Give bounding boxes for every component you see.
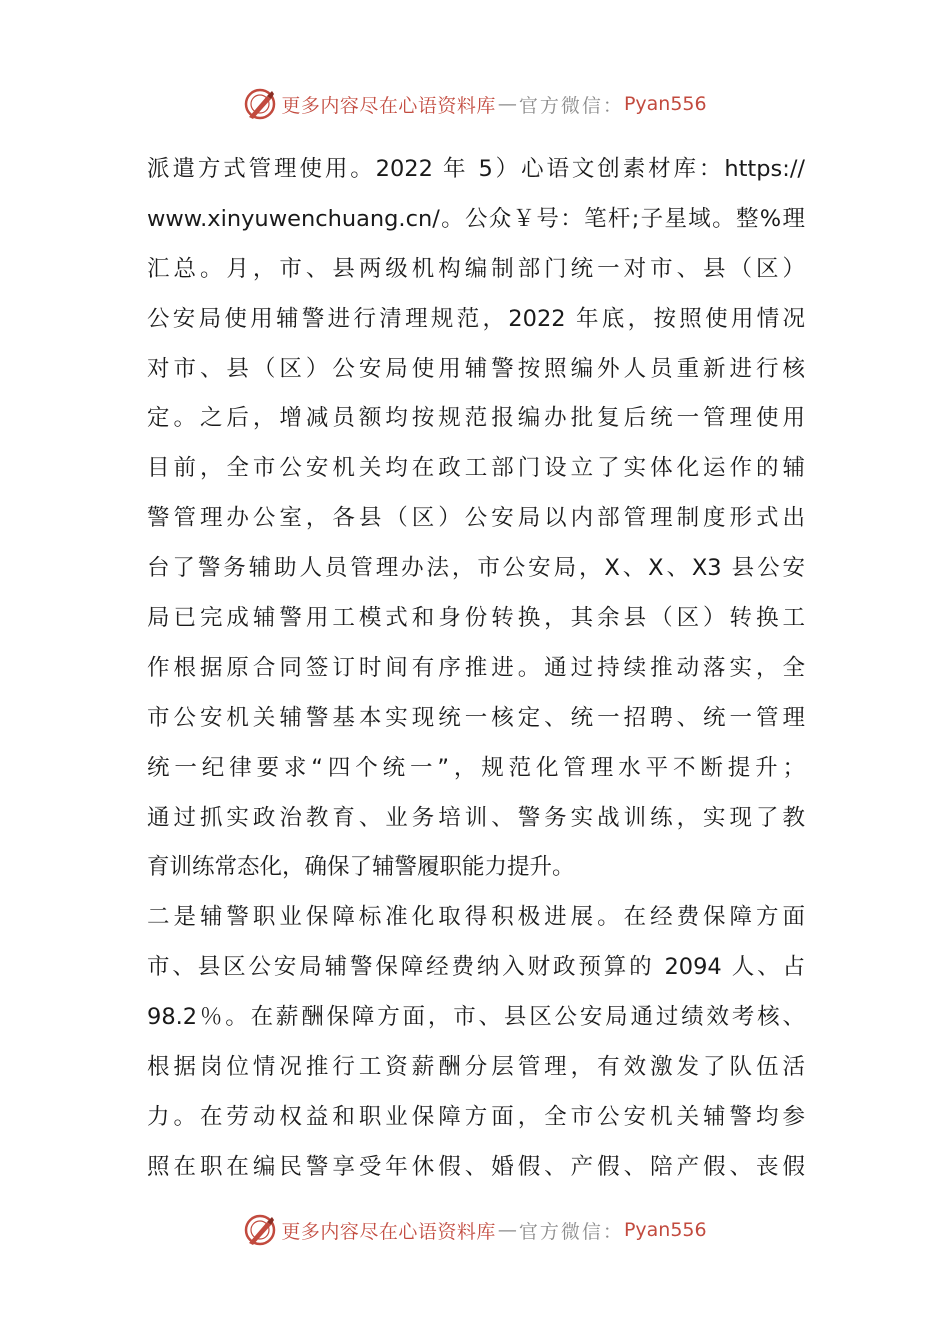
body-line: 力。在劳动权益和职业保障方面，全市公安机关辅警均参 xyxy=(147,1103,805,1130)
watermark-separator: — xyxy=(497,93,517,115)
body-line: 作根据原合同签订时间有序推进。通过持续推动落实，全 xyxy=(147,654,805,681)
body-line: 育训练常态化，确保了辅警履职能力提升。 xyxy=(147,854,575,881)
body-line: 通过抓实政治教育、业务培训、警务实战训练，实现了教 xyxy=(147,804,805,831)
body-line: www.xinyuwenchuang.cn/。公众￥号：笔杆;子星域。整%理 xyxy=(147,205,805,232)
header-watermark xyxy=(0,84,950,124)
body-line: 警管理办公室，各县（区）公安局以内部管理制度形式出 xyxy=(147,505,805,532)
body-line: 98.2％。在薪酬保障方面，市、县区公安局通过绩效考核、 xyxy=(147,1004,805,1031)
watermark-wechat-label: 官方微信： xyxy=(518,94,624,117)
watermark-site-text: 更多内容尽在心语资料库 xyxy=(281,94,496,117)
body-line: 市公安机关辅警基本实现统一核定、统一招聘、统一管理 xyxy=(147,704,805,731)
body-line: 二是辅警职业保障标准化取得积极进展。在经费保障方面 xyxy=(147,904,805,931)
document-body xyxy=(147,145,805,1193)
body-line: 对市、县（区）公安局使用辅警按照编外人员重新进行核 xyxy=(147,355,805,382)
pen-logo-icon xyxy=(243,87,277,121)
body-line: 汇总。月，市、县两级机构编制部门统一对市、县（区） xyxy=(147,255,805,282)
body-line: 台了警务辅助人员管理办法，市公安局，X、X、X3 县公安 xyxy=(147,555,805,582)
watermark-separator: — xyxy=(497,1219,517,1241)
footer-watermark xyxy=(0,1210,950,1250)
body-line: 局已完成辅警用工模式和身份转换，其余县（区）转换工 xyxy=(147,605,805,632)
body-line: 统一纪律要求“四个统一”，规范化管理水平不断提升； xyxy=(147,754,805,781)
watermark-wechat-label: 官方微信： xyxy=(518,1220,624,1243)
body-line: 市、县区公安局辅警保障经费纳入财政预算的 2094 人、占 xyxy=(147,954,805,981)
body-line: 定。之后，增减员额均按规范报编办批复后统一管理使用 xyxy=(147,405,805,432)
body-line: 目前，全市公安机关均在政工部门设立了实体化运作的辅 xyxy=(147,455,805,482)
body-line: 照在职在编民警享受年休假、婚假、产假、陪产假、丧假 xyxy=(147,1153,805,1180)
watermark-site-text: 更多内容尽在心语资料库 xyxy=(281,1220,496,1243)
pen-logo-icon xyxy=(243,1213,277,1247)
watermark-wechat-id: Pyan556 xyxy=(623,1219,707,1241)
body-line: 根据岗位情况推行工资薪酬分层管理，有效激发了队伍活 xyxy=(147,1054,805,1081)
body-line: 派遣方式管理使用。2022 年 5）心语文创素材库：https:// xyxy=(147,156,805,182)
body-line: 公安局使用辅警进行清理规范，2022 年底，按照使用情况 xyxy=(147,305,805,332)
watermark-wechat-id: Pyan556 xyxy=(623,93,707,115)
